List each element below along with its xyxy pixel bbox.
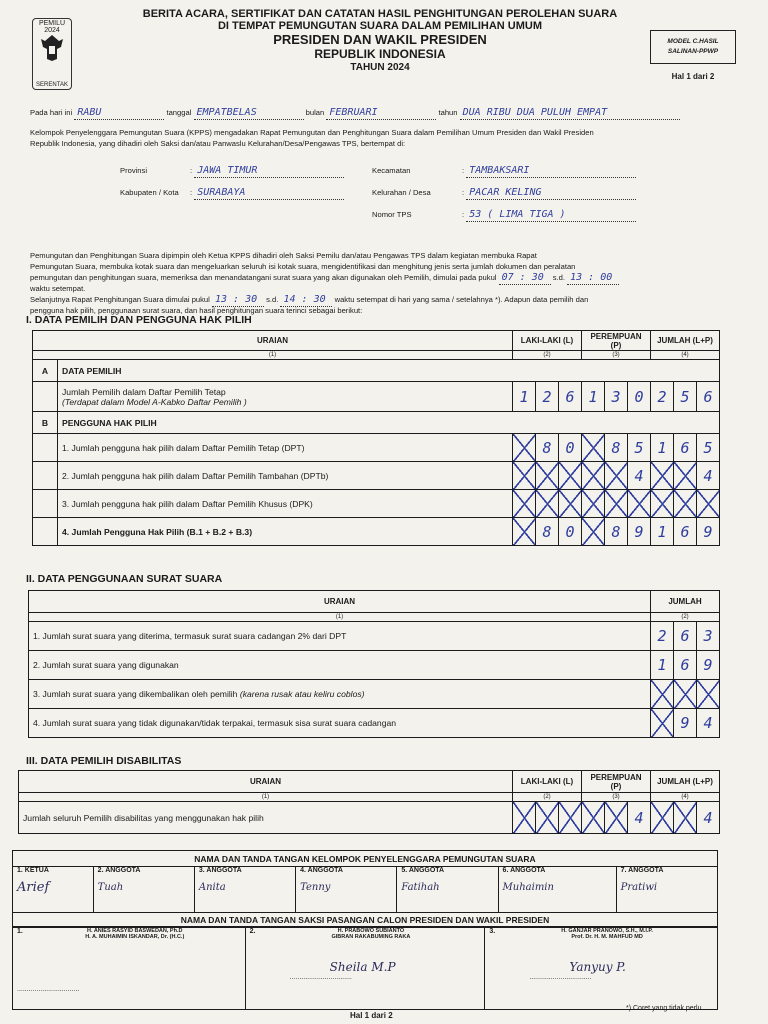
- section3-table: [18, 770, 720, 834]
- title-line-2: DI TEMPAT PEMUNGUTAN SUARA DALAM PEMILIHAN UMUM: [217, 20, 543, 32]
- k6-signature: Muhaimin: [502, 882, 554, 893]
- k7-signature: Pratiwi: [620, 882, 658, 893]
- s3-n4: (4): [651, 793, 720, 802]
- s3-n1: (1): [19, 793, 513, 802]
- k2-label: 2. ANGGOTA: [97, 867, 141, 874]
- s1-b1-digit: 8: [536, 434, 559, 462]
- k4-label: 4. ANGGOTA: [300, 867, 343, 874]
- para3-text-b: waktu setempat di hari yang sama / setelahnya *). Adapun data pemilih dan: [334, 295, 589, 304]
- saksi-2-signature: Sheila M.P: [329, 960, 396, 974]
- kpps-title: NAMA DAN TANDA TANGAN KELOMPOK PENYELENGGARA PEMUNGUTAN SUARA: [13, 851, 718, 867]
- para2-text-c: pemungutan dan penghitungan suara, memeriksa dan menandatangani surat suara yang akan digunakan oleh Pemilih, dimulai pada pukul: [30, 273, 497, 282]
- s2-row-3: [29, 680, 720, 709]
- s1-b1-digit: 1: [651, 434, 674, 462]
- field-kecamatan: TAMBAKSARI: [466, 166, 636, 178]
- field-tahun: DUA RIBU DUA PULUH EMPAT: [460, 108, 680, 120]
- model-line-1: MODEL C.HASIL: [667, 38, 719, 45]
- saksi-1: [13, 928, 246, 1010]
- s1-a1-digit: 1: [582, 382, 605, 412]
- s3-digit: [513, 802, 536, 834]
- para2-line-c: [30, 273, 619, 285]
- s2-r2-digit: 1: [651, 651, 674, 680]
- saksi-3-name-a: H. GANJAR PRANOWO, S.H., M.I.P.: [561, 928, 653, 934]
- s3-digit: [651, 802, 674, 834]
- section3-title: III. DATA PEMILIH DISABILITAS: [26, 755, 182, 767]
- s2-row-4: [29, 709, 720, 738]
- label-sd-1: s.d.: [552, 273, 565, 282]
- s2-r2-digit: 6: [674, 651, 697, 680]
- s3-col-uraian: URAIAN: [19, 771, 513, 793]
- s1-b2-digit: 4: [628, 462, 651, 490]
- kabkota-row: Kabupaten / Kota : SURABAYA: [120, 188, 344, 200]
- s2-r4-digit: 9: [674, 709, 697, 738]
- kelurahan-row: Kelurahan / Desa : PACAR KELING: [372, 188, 636, 200]
- s1-b4-digit: 1: [651, 518, 674, 546]
- s1-b2-digit: [605, 462, 628, 490]
- label-sd-2: s.d.: [266, 295, 279, 304]
- s2-row-1: [29, 622, 720, 651]
- field-selesai-1: 13 : 00: [567, 273, 619, 285]
- saksi-3-dots: ................................: [529, 974, 592, 981]
- para2-line-b: Pemungutan Suara, membuka kotak suara dan mengeluarkan seluruh isi kotak suara, mengidentifikasi dan menghitung jenis serta jumlah dokumen dan peralatan: [30, 262, 576, 271]
- k3-label: 3. ANGGOTA: [198, 867, 242, 874]
- s3-col-p: PEREMPUAN (P): [582, 771, 651, 793]
- s1-b3-digit: [674, 490, 697, 518]
- section1-title: I. DATA PEMILIH DAN PENGGUNA HAK PILIH: [26, 314, 252, 326]
- s1-a1-sub: (Terdapat dalam Model A-Kabko Daftar Pemilih ): [62, 396, 247, 407]
- s1-b4-digit: [513, 518, 536, 546]
- title-line-1: BERITA ACARA, SERTIFIKAT DAN CATATAN HASIL PENGHITUNGAN PEROLEHAN SUARA: [142, 8, 618, 20]
- s1-a1-digit: 2: [651, 382, 674, 412]
- s1-col-uraian: URAIAN: [33, 331, 513, 351]
- s1-a1-text: Jumlah Pemilih dalam Daftar Pemilih Tetap: [62, 386, 226, 397]
- saksi-2-dots: ................................: [289, 974, 352, 981]
- s2-r4-digit: 4: [697, 709, 720, 738]
- provinsi-row: Provinsi : JAWA TIMUR: [120, 166, 344, 178]
- k2-signature: Tuah: [97, 882, 124, 893]
- section2-table: [28, 590, 720, 738]
- k4-signature: Tenny: [300, 882, 331, 893]
- s1-a1-digit: 1: [513, 382, 536, 412]
- title-line-5: TAHUN 2024: [350, 62, 410, 73]
- saksi-2-names: [261, 928, 480, 940]
- section1-table: [32, 330, 720, 546]
- s2-r3-text: 3. Jumlah surat suara yang dikembalikan oleh pemilih: [33, 689, 238, 699]
- s1-a1-digit: 6: [559, 382, 582, 412]
- document-header: [0, 8, 768, 93]
- kpps-signer-7: [616, 867, 717, 913]
- s3-col-l: LAKI-LAKI (L): [513, 771, 582, 793]
- s1-n1: (1): [33, 351, 513, 360]
- para3-text-a: Selanjutnya Rapat Penghitungan Suara dimulai pukul: [30, 295, 210, 304]
- s2-col-jumlah: JUMLAH: [651, 591, 720, 613]
- s1-b2-digit: 4: [697, 462, 720, 490]
- s2-r3-note: (karena rusak atau keliru coblos): [239, 689, 365, 699]
- saksi-3-names: [501, 928, 713, 940]
- s1-col-lp: JUMLAH (L+P): [651, 331, 720, 351]
- title-line-3: PRESIDEN DAN WAKIL PRESIDEN: [273, 32, 487, 47]
- date-line: [30, 108, 680, 120]
- s1-b4-digit: 8: [605, 518, 628, 546]
- k6-label: 6. ANGGOTA: [502, 867, 546, 874]
- s1-col-p: PEREMPUAN (P): [582, 331, 651, 351]
- s1-b3-digit: [582, 490, 605, 518]
- field-hari: RABU: [74, 108, 164, 120]
- kecamatan-row: Kecamatan : TAMBAKSARI: [372, 166, 636, 178]
- saksi-1-dots: ................................: [17, 986, 80, 993]
- s1-b3-label: 3. Jumlah pengguna hak pilih dalam Daftar Pemilih Khusus (DPK): [58, 490, 513, 518]
- saksi-2-name-a: H. PRABOWO SUBIANTO: [337, 928, 405, 934]
- saksi-1-no: 1.: [17, 928, 23, 935]
- s1-b1-digit: 8: [605, 434, 628, 462]
- s1-row-b1: [33, 434, 720, 462]
- s1-b3-digit: [513, 490, 536, 518]
- s1-a1-digit: 3: [605, 382, 628, 412]
- s3-digit: [582, 802, 605, 834]
- model-box: [650, 30, 736, 64]
- title-line-4: REPUBLIK INDONESIA: [314, 47, 446, 61]
- kpps-signer-4: [296, 867, 397, 913]
- para1-line-a: Kelompok Penyelenggara Pemungutan Suara (KPPS) mengadakan Rapat Pemungutan dan Penghitungan Suara dalam Pemilihan Umum Presiden dan Wakil Presiden: [30, 128, 594, 137]
- s1-a-label: A: [33, 360, 58, 382]
- saksi-2-header: [250, 928, 481, 940]
- s3-digit: [605, 802, 628, 834]
- s2-r4-label: 4. Jumlah surat suara yang tidak digunakan/tidak terpakai, termasuk sisa surat suara cadangan: [29, 709, 651, 738]
- field-provinsi: JAWA TIMUR: [194, 166, 344, 178]
- s1-b2-digit: [536, 462, 559, 490]
- s3-digit: 4: [628, 802, 651, 834]
- field-mulai-1: 07 : 30: [499, 273, 551, 285]
- s2-r3-digit: [651, 680, 674, 709]
- s1-b1-digit: [513, 434, 536, 462]
- label-kecamatan: Kecamatan: [372, 166, 411, 175]
- s1-b2-digit: [559, 462, 582, 490]
- kpps-signer-6: [498, 867, 616, 913]
- s1-b4-digit: 8: [536, 518, 559, 546]
- s2-n1: (1): [29, 613, 651, 622]
- s1-row-b2: [33, 462, 720, 490]
- s2-r1-digit: 3: [697, 622, 720, 651]
- s1-b1-digit: [582, 434, 605, 462]
- tps-row: Nomor TPS : 53 ( LIMA TIGA ): [372, 210, 636, 222]
- s1-row-b3: [33, 490, 720, 518]
- label-provinsi: Provinsi: [120, 166, 148, 175]
- model-line-2: SALINAN-PPWP: [667, 48, 719, 55]
- s1-n3: (3): [582, 351, 651, 360]
- label-tps: Nomor TPS: [372, 210, 412, 219]
- s1-a1-digit: 5: [674, 382, 697, 412]
- s3-row-1: [19, 802, 720, 834]
- field-mulai-2: 13 : 30: [212, 295, 264, 307]
- k5-signature: Fatihah: [401, 882, 440, 893]
- page-indicator: Hal 1 dari 2: [671, 72, 715, 81]
- k1-label: 1. KETUA: [17, 867, 49, 874]
- s1-b3-digit: [651, 490, 674, 518]
- s1-a-title: DATA PEMILIH: [58, 360, 720, 382]
- label-hari: Pada hari ini: [30, 108, 73, 117]
- para2-line-d: waktu setempat.: [30, 284, 86, 293]
- field-kabkota: SURABAYA: [194, 188, 344, 200]
- label-tanggal: tanggal: [166, 108, 192, 117]
- s1-b-label: B: [33, 412, 58, 434]
- saksi-2: [245, 928, 485, 1010]
- saksi-1-name-b: H. A. MUHAIMIN ISKANDAR, Dr. (H.C.): [85, 934, 185, 940]
- saksi-1-name-a: H. ANIES RASYID BASWEDAN, Ph.D: [87, 928, 183, 934]
- s1-a1-label: [58, 382, 513, 412]
- saksi-title: NAMA DAN TANDA TANGAN SAKSI PASANGAN CALON PRESIDEN DAN WAKIL PRESIDEN: [13, 913, 718, 927]
- s2-r3-label: [29, 680, 651, 709]
- s3-digit: [559, 802, 582, 834]
- saksi-3-no: 3.: [489, 928, 496, 935]
- k5-label: 5. ANGGOTA: [401, 867, 445, 874]
- s1-a1-digit: 6: [697, 382, 720, 412]
- k7-label: 7. ANGGOTA: [620, 867, 664, 874]
- saksi-3-name-b: Prof. Dr. H. M. MAHFUD MD: [571, 934, 643, 940]
- saksi-3: [485, 928, 718, 1010]
- s1-b3-digit: [628, 490, 651, 518]
- s2-r4-digit: [651, 709, 674, 738]
- field-tps: 53 ( LIMA TIGA ): [466, 210, 636, 222]
- s1-b1-digit: 0: [559, 434, 582, 462]
- field-selesai-2: 14 : 30: [280, 295, 332, 307]
- s2-n2: (2): [651, 613, 720, 622]
- logo-year: PEMILU 2024: [38, 20, 66, 34]
- s2-r1-digit: 6: [674, 622, 697, 651]
- s1-b1-digit: 6: [674, 434, 697, 462]
- s3-n2: (2): [513, 793, 582, 802]
- kpps-signature-table: [12, 850, 718, 927]
- s1-b4-digit: 6: [674, 518, 697, 546]
- s1-n4: (4): [651, 351, 720, 360]
- para2-line-a: Pemungutan dan Penghitungan Suara dipimpin oleh Ketua KPPS dihadiri oleh Saksi Pemilu dan/atau Pengawas TPS dalam kegiatan membuka Rapat: [30, 251, 537, 260]
- s3-r1-label: Jumlah seluruh Pemilih disabilitas yang menggunakan hak pilih: [19, 802, 513, 834]
- para1-line-b: Republik Indonesia, yang dihadiri oleh Saksi dan/atau Panwaslu Kelurahan/Desa/Pengawas TPS, bertempat di:: [30, 139, 406, 148]
- s2-r3-digit: [697, 680, 720, 709]
- s1-b4-digit: 0: [559, 518, 582, 546]
- s1-b2-digit: [674, 462, 697, 490]
- s1-b2-label: 2. Jumlah pengguna hak pilih dalam Daftar Pemilih Tambahan (DPTb): [58, 462, 513, 490]
- s1-b4-digit: [582, 518, 605, 546]
- s3-digit: [536, 802, 559, 834]
- para3-line-c: pengguna hak pilih, penggunaan surat suara, dan hasil penghitungan suara terinci sebagai berikut:: [30, 306, 363, 315]
- s1-a1-digit: 2: [536, 382, 559, 412]
- s2-r2-label: 2. Jumlah surat suara yang digunakan: [29, 651, 651, 680]
- kpps-signer-1: [13, 867, 94, 913]
- kpps-signer-5: [397, 867, 498, 913]
- s1-b1-label: 1. Jumlah pengguna hak pilih dalam Daftar Pemilih Tetap (DPT): [58, 434, 513, 462]
- field-kelurahan: PACAR KELING: [466, 188, 636, 200]
- saksi-1-names: [29, 928, 241, 940]
- s1-row-b4: [33, 518, 720, 546]
- s1-b3-digit: [697, 490, 720, 518]
- s3-digit: [674, 802, 697, 834]
- s2-r1-label: 1. Jumlah surat suara yang diterima, termasuk surat suara cadangan 2% dari DPT: [29, 622, 651, 651]
- para3-line-a: [30, 295, 588, 307]
- garuda-emblem-icon: [39, 33, 65, 63]
- s1-b3-digit: [605, 490, 628, 518]
- s3-digit: 4: [697, 802, 720, 834]
- saksi-2-name-b: GIBRAN RAKABUMING RAKA: [331, 934, 411, 940]
- saksi-signature-table: [12, 927, 718, 1010]
- s1-b2-digit: [651, 462, 674, 490]
- s1-b4-digit: 9: [697, 518, 720, 546]
- saksi-1-header: [17, 928, 241, 940]
- s1-b3-digit: [536, 490, 559, 518]
- s1-row-a1: [33, 382, 720, 412]
- field-tanggal: EMPATBELAS: [194, 108, 304, 120]
- s1-b4-digit: 9: [628, 518, 651, 546]
- label-kelurahan: Kelurahan / Desa: [372, 188, 431, 197]
- label-tahun: tahun: [438, 108, 458, 117]
- s3-col-lp: JUMLAH (L+P): [651, 771, 720, 793]
- s1-b1-digit: 5: [697, 434, 720, 462]
- footer-page: Hal 1 dari 2: [350, 1011, 393, 1020]
- s1-a1-digit: 0: [628, 382, 651, 412]
- label-kabkota: Kabupaten / Kota: [120, 188, 179, 197]
- saksi-2-no: 2.: [249, 928, 256, 935]
- s2-col-uraian: URAIAN: [29, 591, 651, 613]
- logo-subtitle: SERENTAK: [36, 82, 68, 88]
- s1-b4-label: 4. Jumlah Pengguna Hak Pilih (B.1 + B.2 + B.3): [58, 518, 513, 546]
- document-titles: [100, 8, 660, 73]
- kpps-signer-3: [194, 867, 295, 913]
- s1-b-title: PENGGUNA HAK PILIH: [58, 412, 720, 434]
- s1-col-l: LAKI-LAKI (L): [513, 331, 582, 351]
- saksi-3-header: [489, 928, 713, 940]
- s1-b1-digit: 5: [628, 434, 651, 462]
- label-bulan: bulan: [305, 108, 325, 117]
- k1-signature: Arief: [17, 880, 50, 895]
- kpps-signer-2: [93, 867, 194, 913]
- section2-title: II. DATA PENGGUNAAN SURAT SUARA: [26, 573, 223, 585]
- s1-b2-digit: [513, 462, 536, 490]
- s2-r2-digit: 9: [697, 651, 720, 680]
- s2-row-2: [29, 651, 720, 680]
- footer-note: *) Coret yang tidak perlu: [626, 1005, 702, 1012]
- s1-b3-digit: [559, 490, 582, 518]
- s3-n3: (3): [582, 793, 651, 802]
- s1-b2-digit: [582, 462, 605, 490]
- s2-r1-digit: 2: [651, 622, 674, 651]
- s2-r3-digit: [674, 680, 697, 709]
- k3-signature: Anita: [198, 882, 226, 893]
- s1-n2: (2): [513, 351, 582, 360]
- kpu-logo: [32, 18, 72, 90]
- field-bulan: FEBRUARI: [326, 108, 436, 120]
- saksi-3-signature: Yanyuy P.: [569, 960, 626, 974]
